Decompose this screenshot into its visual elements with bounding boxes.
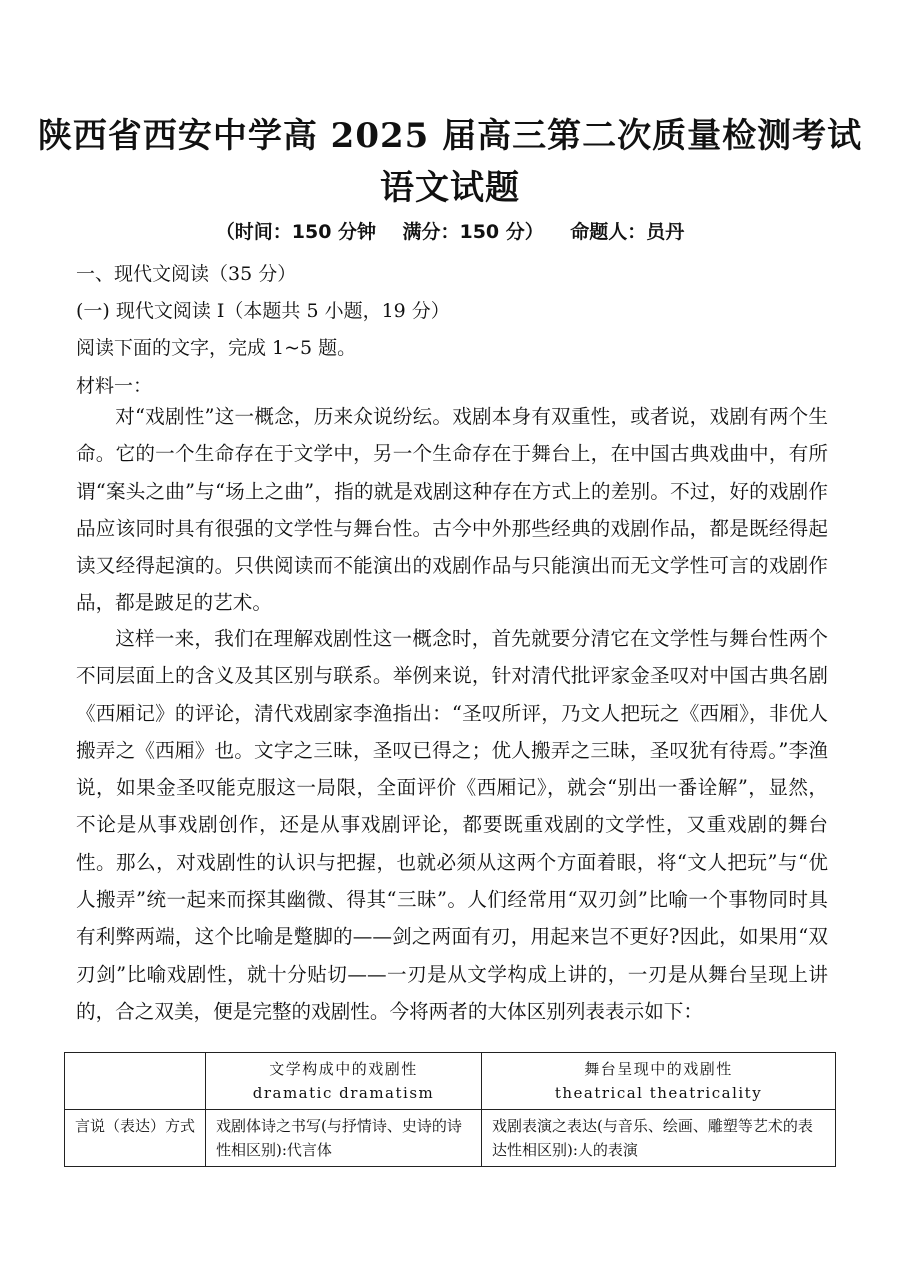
exam-meta: （时间：150 分钟 满分：150 分） 命题人：员丹: [215, 221, 685, 243]
exam-title: 陕西省西安中学高 2025 届高三第二次质量检测考试: [37, 116, 863, 156]
subsection-heading: (一) 现代文阅读 I（本题共 5 小题，19 分）: [76, 300, 450, 322]
header-zh: 舞台呈现中的戏剧性: [584, 1060, 733, 1078]
table-cell: 戏剧表演之表达(与音乐、绘画、雕塑等艺术的表达性相区别):人的表演: [482, 1110, 836, 1167]
material-label: 材料一：: [76, 375, 153, 397]
table-cell: 戏剧体诗之书写(与抒情诗、史诗的诗性相区别):代言体: [206, 1110, 482, 1167]
comparison-table: [64, 1052, 836, 1167]
header-en: dramatic dramatism: [252, 1084, 435, 1102]
paragraph-1: 对“戏剧性”这一概念，历来众说纷纭。戏剧本身有双重性，或者说，戏剧有两个生命。它的一个生命存在于文学中，另一个生命存在于舞台上，在中国古典戏曲中，有所谓“案头之曲”与“场上之曲”，指的就是戏剧这种存在方式上的差别。不过，好的戏剧作品应该同时具有很强的文学性与舞台性。古今中外那些经典的戏剧作品，都是既经得起读又经得起演的。只供阅读而不能演出的戏剧作品与只能演出而无文学性可言的戏剧作品，都是跛足的艺术。: [76, 405, 828, 615]
exam-subtitle: 语文试题: [380, 168, 520, 208]
header-zh: 文学构成中的戏剧性: [269, 1060, 418, 1078]
reading-instruction: 阅读下面的文字，完成 1~5 题。: [76, 337, 357, 359]
table-header-cell: [482, 1053, 836, 1110]
section-heading: 一、现代文阅读（35 分）: [76, 263, 297, 285]
paragraph-2: 这样一来，我们在理解戏剧性这一概念时，首先就要分清它在文学性与舞台性两个不同层面上的含义及其区别与联系。举例来说，针对清代批评家金圣叹对中国古典名剧《西厢记》的评论，清代戏剧家李渔指出：“圣叹所评，乃文人把玩之《西厢》，非优人搬弄之《西厢》也。文字之三昧，圣叹已得之；优人搬弄之三昧，圣叹犹有待焉。”李渔说，如果金圣叹能克服这一局限，全面评价《西厢记》，就会“别出一番诠解”，显然，不论是从事戏剧创作，还是从事戏剧评论，都要既重戏剧的文学性，又重戏剧的舞台性。那么，对戏剧性的认识与把握，也就必须从这两个方面着眼，将“文人把玩”与“优人搬弄”统一起来而探其幽微、得其“三昧”。人们经常用“双刃剑”比喻一个事物同时具有利弊两端，这个比喻是蹩脚的——剑之两面有刃，用起来岂不更好?因此，如果用“双刃剑”比喻戏剧性，就十分贴切——一刃是从文学构成上讲的，一刃是从舞台呈现上讲的，合之双美，便是完整的戏剧性。今将两者的大体区别列表表示如下：: [76, 627, 828, 1023]
table-header-row: [65, 1053, 836, 1110]
table-row: [65, 1110, 836, 1167]
table-header-cell: [206, 1053, 482, 1110]
header-en: theatrical theatricality: [554, 1084, 763, 1102]
table-cell: 言说（表达）方式: [65, 1110, 206, 1167]
table-header-cell: [65, 1053, 206, 1110]
